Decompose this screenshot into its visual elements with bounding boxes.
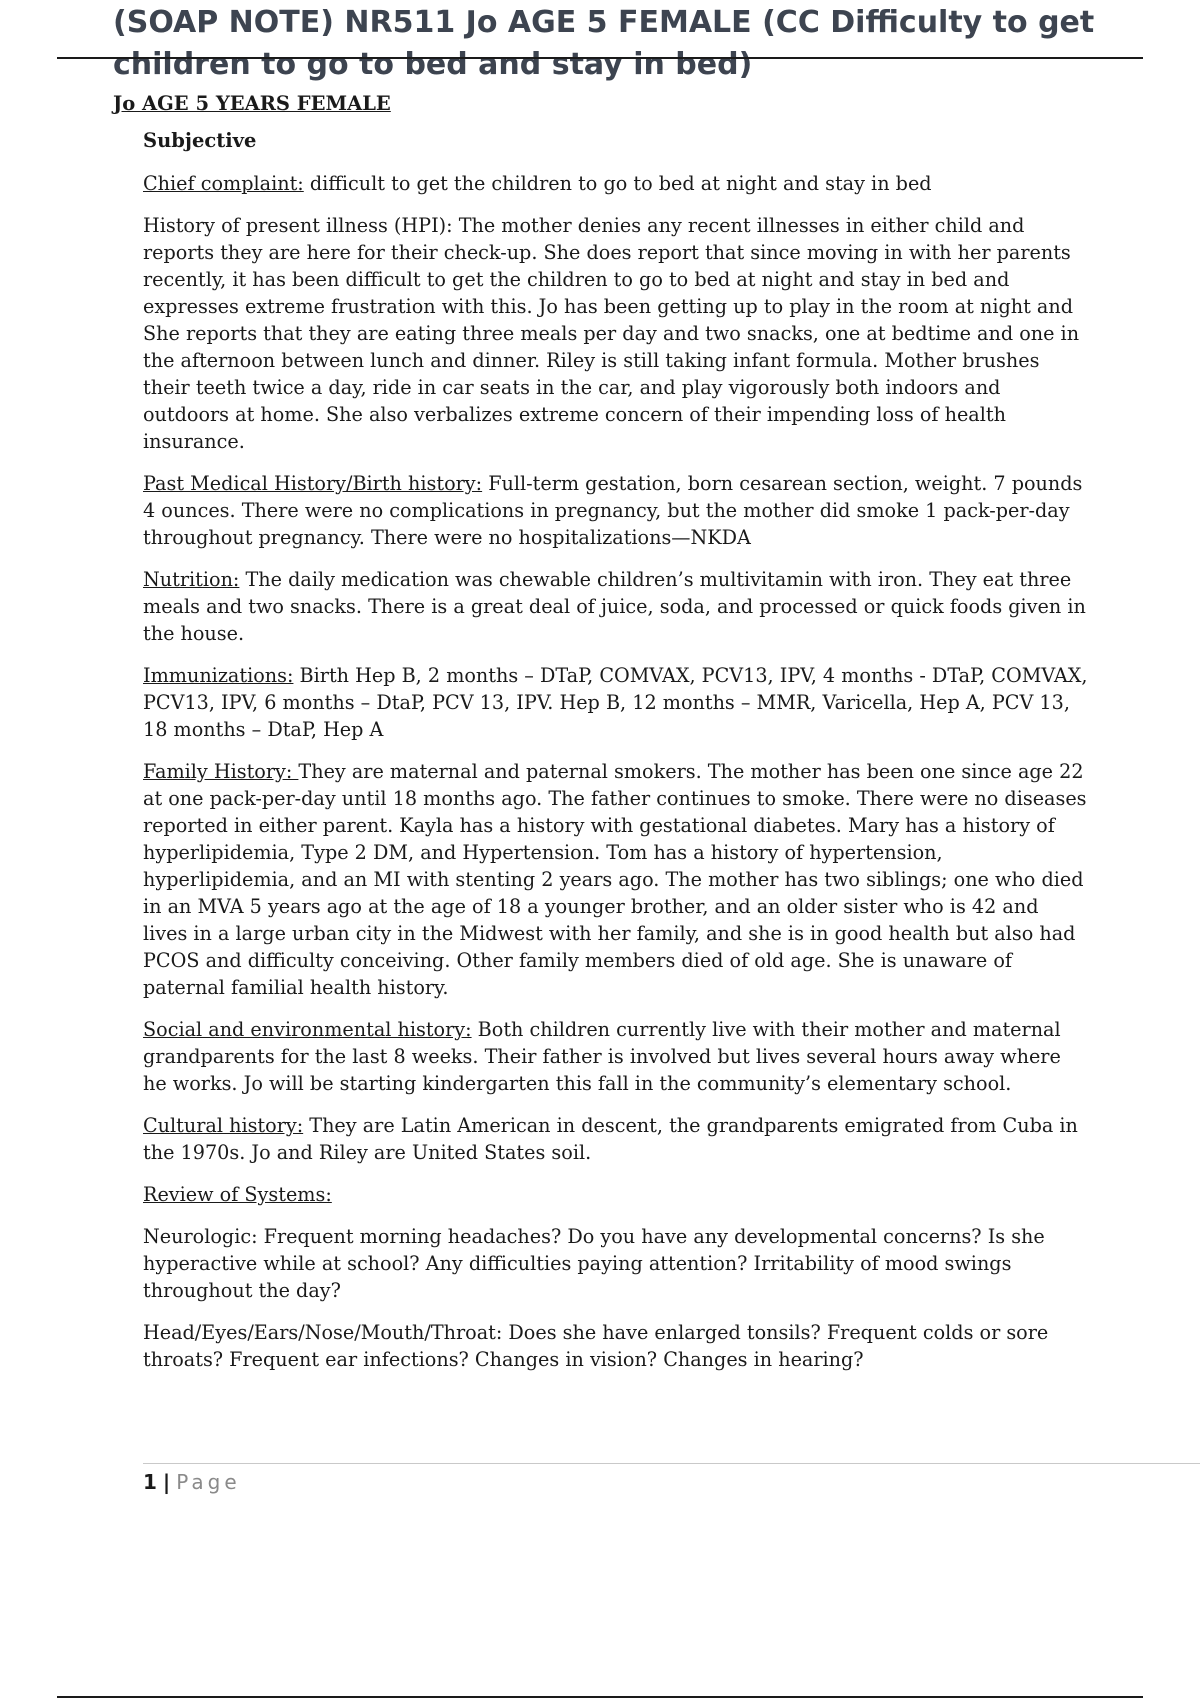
family-history-paragraph [143, 758, 1088, 1001]
title-divider [57, 57, 1143, 59]
cultural-history-text: They are Latin American in descent, the grandparents emigrated from Cuba in the 1970s. Jo and Riley are United States soil. [143, 1114, 1078, 1164]
chief-complaint-text: difficult to get the children to go to bed at night and stay in bed [303, 172, 932, 195]
footer-divider [143, 1463, 1200, 1464]
family-history-label: Family History: [143, 760, 299, 783]
ros-paragraph [143, 1181, 1088, 1208]
pmh-text: Full-term gestation, born cesarean section, weight. 7 pounds 4 ounces. There were no complications in pregnancy, but the mother did smoke 1 pack-per-day throughout pregnancy. There were no hospitalizations—NKDA [143, 472, 1083, 549]
social-history-label: Social and environmental history: [143, 1018, 472, 1041]
neurologic-paragraph [143, 1223, 1088, 1304]
chief-complaint-paragraph [143, 170, 1088, 197]
neurologic-text: Neurologic: Frequent morning headaches? Do you have any developmental concerns? Is she hyperactive while at school? Any difficulties paying attention? Irritability of mood swings throughout the day? [143, 1225, 1045, 1302]
social-history-text: Both children currently live with their mother and maternal grandparents for the last 8 weeks. Their father is involved but lives several hours away where he works. Jo will be starting kindergarten this fall in the community’s elementary school. [143, 1018, 1061, 1095]
page-label: Page [176, 1470, 241, 1494]
footer-separator: | [162, 1470, 171, 1494]
bottom-divider [57, 1696, 1143, 1698]
heent-paragraph [143, 1319, 1088, 1373]
family-history-text: They are maternal and paternal smokers. The mother has been one since age 22 at one pack-per-day until 18 months ago. The father continues to smoke. There were no diseases reported in either parent. Kayla has a history with gestational diabetes. Mary has a history of hyperlipidemia, Type 2 DM, and Hypertension. Tom has a history of hypertension, hyperlipidemia, and an MI with stenting 2 years ago. The mother has two siblings; one who died in an MVA 5 years ago at the age of 18 a younger brother, and an older sister who is 42 and lives in a large urban city in the Midwest with her family, and she is in good health but also had PCOS and difficulty conceiving. Other family members died of old age. She is unaware of paternal familial health history. [143, 760, 1087, 999]
immunizations-paragraph [143, 662, 1088, 743]
page-footer [143, 1470, 241, 1494]
page-number: 1 [143, 1470, 157, 1494]
hpi-paragraph [143, 212, 1088, 455]
hpi-text: History of present illness (HPI): The mother denies any recent illnesses in either child and reports they are here for their check-up. She does report that since moving in with her parents recently, it has been difficult to get the children to go to bed at night and stay in bed and expresses extreme frustration with this. Jo has been getting up to play in the room at night and She reports that they are eating three meals per day and two snacks, one at bedtime and one in the afternoon between lunch and dinner. Riley is still taking infant formula. Mother brushes their teeth twice a day, ride in car seats in the car, and play vigorously both indoors and outdoors at home. She also verbalizes extreme concern of their impending loss of health insurance. [143, 214, 1080, 453]
social-history-paragraph [143, 1016, 1088, 1097]
pmh-paragraph [143, 470, 1088, 551]
cultural-history-label: Cultural history: [143, 1114, 304, 1137]
patient-heading: Jo AGE 5 YEARS FEMALE [113, 92, 391, 115]
chief-complaint-label: Chief complaint: [143, 172, 304, 195]
note-body [143, 170, 1088, 1388]
nutrition-text: The daily medication was chewable children’s multivitamin with iron. They eat three meals and two snacks. There is a great deal of juice, soda, and processed or quick foods given in the house. [143, 568, 1086, 645]
immunizations-text: Birth Hep B, 2 months – DTaP, COMVAX, PCV13, IPV, 4 months - DTaP, COMVAX, PCV13, IPV, 6 months – DtaP, PCV 13, IPV. Hep B, 12 months – MMR, Varicella, Hep A, PCV 13, 18 months – DtaP, Hep A [143, 664, 1088, 741]
ros-label: Review of Systems: [143, 1183, 332, 1206]
nutrition-paragraph [143, 566, 1088, 647]
document-title: (SOAP NOTE) NR511 Jo AGE 5 FEMALE (CC Difficulty to get children to go to bed and stay in bed) [113, 5, 1095, 82]
immunizations-label: Immunizations: [143, 664, 294, 687]
cultural-history-paragraph [143, 1112, 1088, 1166]
section-heading-subjective: Subjective [143, 129, 257, 152]
heent-text: Head/Eyes/Ears/Nose/Mouth/Throat: Does she have enlarged tonsils? Frequent colds or sore throats? Frequent ear infections? Changes in vision? Changes in hearing? [143, 1321, 1049, 1371]
nutrition-label: Nutrition: [143, 568, 240, 591]
pmh-label: Past Medical History/Birth history: [143, 472, 483, 495]
